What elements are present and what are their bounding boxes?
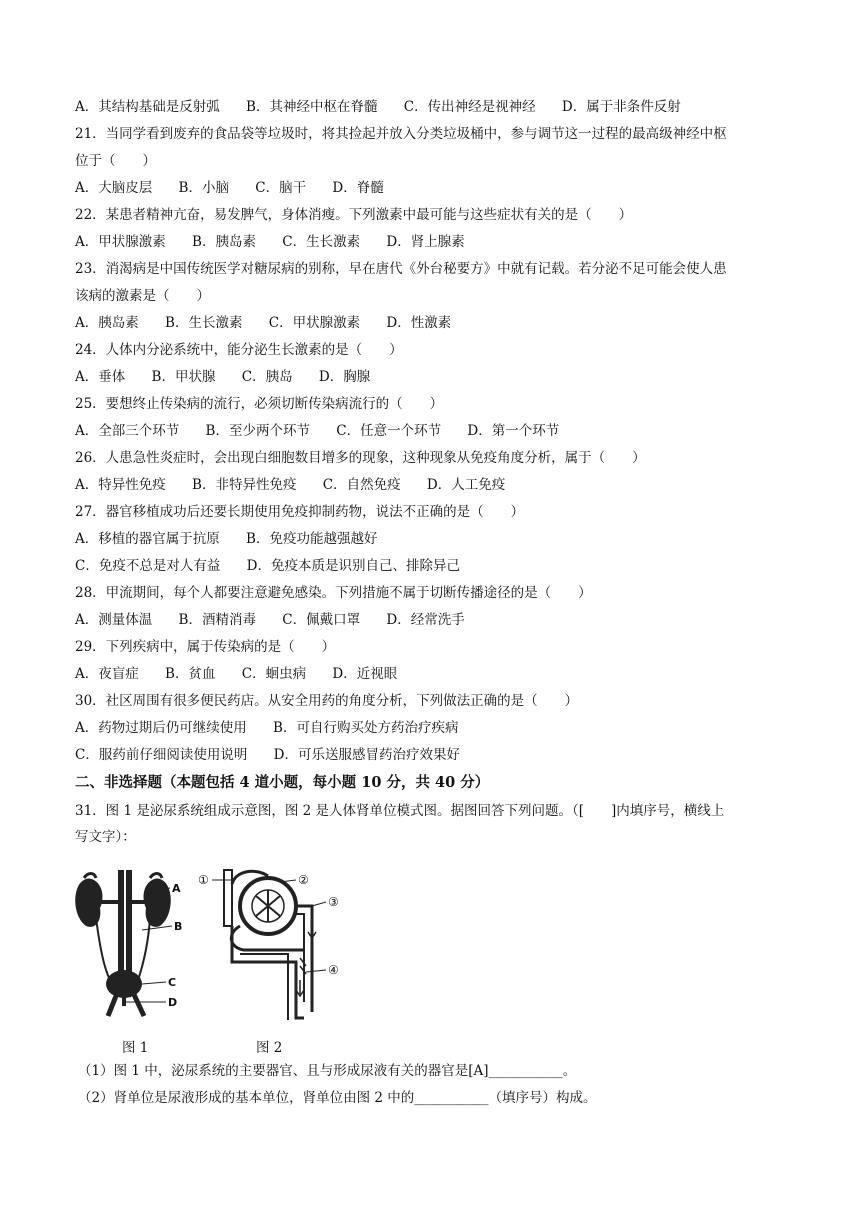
q24-option-b: B．甲状腺 [151,369,216,385]
figure-1-caption: 图 1 [122,1040,149,1056]
q26-option-c: C．自然免疫 [322,477,401,493]
q25-option-a: A．全部三个环节 [75,423,180,439]
fig1-label-a: A [172,882,181,895]
q26-stem: 26．人患急性炎症时，会出现白细胞数目增多的现象，这种现象从免疫角度分析，属于（ ） [75,450,646,466]
figure-2-nephron [196,862,346,1024]
q21-stem-line2: 位于（ ） [75,153,156,169]
q25-stem: 25．要想终止传染病的流行，必须切断传染病流行的（ ） [75,396,444,412]
q20-option-c: C．传出神经是视神经 [403,99,536,115]
fig2-label-3: ③ [328,895,339,909]
fig1-label-d: D [168,996,178,1009]
q23-option-c: C．甲状腺激素 [268,315,361,331]
q23-option-b: B．生长激素 [165,315,243,331]
q24-stem: 24．人体内分泌系统中，能分泌生长激素的是（ ） [75,342,403,358]
q30-options-row1 [75,717,800,739]
q30-option-a: A．药物过期后仍可继续使用 [75,720,247,736]
q23-stem-line2: 该病的激素是（ ） [75,288,210,304]
q27-option-c: C．免疫不总是对人有益 [75,558,221,574]
q29-option-d: D．近视眼 [332,666,398,682]
q22-stem: 22．某患者精神亢奋，易发脾气，身体消瘦。下列激素中最可能与这些症状有关的是（ ） [75,207,633,223]
q21-options [75,177,800,199]
q28-option-c: C．佩戴口罩 [282,612,361,628]
q20-option-d: D．属于非条件反射 [561,99,681,115]
q27-option-d: D．免疫本质是识别自己、排除异己 [246,558,460,574]
q30-options-row2 [75,744,800,766]
q27-options-row2 [75,555,800,577]
q28-options [75,609,800,631]
q26-options [75,474,800,496]
q25-option-b: B．至少两个环节 [205,423,310,439]
q22-option-a: A．甲状腺激素 [75,234,166,250]
q28-stem: 28．甲流期间，每个人都要注意避免感染。下列措施不属于切断传播途径的是（ ） [75,585,592,601]
q31-stem-line1: 31．图 1 是泌尿系统组成示意图，图 2 是人体肾单位模式图。据图回答下列问题。（[ ]内填序号，横线上 [75,803,725,819]
figure-1-urinary-system [70,868,200,1018]
q30-stem: 30．社区周围有很多便民药店。从安全用药的角度分析，下列做法正确的是（ ） [75,693,579,709]
q24-option-a: A．垂体 [75,369,126,385]
q30-option-c: C．服药前仔细阅读使用说明 [75,747,248,763]
q30-option-b: B．可自行购买处方药治疗疾病 [273,720,459,736]
q20-option-a: A．其结构基础是反射弧 [75,99,220,115]
fig2-label-2: ② [298,873,309,887]
q28-option-a: A．测量体温 [75,612,153,628]
fig1-label-c: C [168,976,177,989]
q20-options [75,96,800,118]
q29-option-c: C．蛔虫病 [241,666,307,682]
q22-option-b: B．胰岛素 [192,234,256,250]
q24-options [75,366,800,388]
q27-options-row1 [75,528,800,550]
q29-stem: 29．下列疾病中，属于传染病的是（ ） [75,639,336,655]
q24-option-d: D．胸腺 [318,369,371,385]
q26-option-b: B．非特异性免疫 [192,477,297,493]
q21-option-c: C．脑干 [255,180,307,196]
q27-stem: 27．器官移植成功后还要长期使用免疫抑制药物，说法不正确的是（ ） [75,504,525,520]
q21-option-a: A．大脑皮层 [75,180,153,196]
q28-option-b: B．酒精消毒 [178,612,256,628]
q23-option-d: D．性激素 [386,315,452,331]
q31-sub2: （2）肾单位是尿液形成的基本单位，肾单位由图 2 中的___________（填序号）构成。 [78,1090,597,1106]
section-2-title: 二、非选择题（本题包括 4 道小题，每小题 10 分，共 40 分） [75,774,490,791]
q27-option-b: B．免疫功能越强越好 [246,531,378,547]
q22-option-d: D．肾上腺素 [386,234,465,250]
q29-option-b: B．贫血 [165,666,216,682]
q30-option-d: D．可乐送服感冒药治疗效果好 [273,747,460,763]
q25-option-d: D．第一个环节 [467,423,560,439]
figure-2-caption: 图 2 [256,1040,283,1056]
q26-option-d: D．人工免疫 [426,477,506,493]
q21-option-d: D．脊髓 [332,180,384,196]
q29-option-a: A．夜盲症 [75,666,139,682]
q21-option-b: B．小脑 [178,180,229,196]
q22-option-c: C．生长激素 [282,234,361,250]
q31-stem-line2: 写文字）： [75,829,136,845]
q23-options [75,312,800,334]
q29-options [75,663,800,685]
q26-option-a: A．特异性免疫 [75,477,166,493]
q23-option-a: A．胰岛素 [75,315,139,331]
fig2-label-1: ① [198,873,209,887]
q20-option-b: B．其神经中枢在脊髓 [246,99,378,115]
q25-options [75,420,800,442]
q22-options [75,231,800,253]
q21-stem-line1: 21．当同学看到废弃的食品袋等垃圾时，将其捡起并放入分类垃圾桶中，参与调节这一过程的最高级神经中枢 [75,126,727,142]
q24-option-c: C．胰岛 [241,369,293,385]
q25-option-c: C．任意一个环节 [336,423,442,439]
q27-option-a: A．移植的器官属于抗原 [75,531,220,547]
fig2-label-4: ④ [328,963,339,977]
q23-stem-line1: 23．消渴病是中国传统医学对糖尿病的别称，早在唐代《外台秘要方》中就有记载。若分泌不足可能会使人患 [75,261,727,277]
fig1-label-b: B [174,920,183,933]
q28-option-d: D．经常洗手 [386,612,465,628]
q31-sub1: （1）图 1 中，泌尿系统的主要器官、且与形成尿液有关的器官是[A]___________。 [78,1063,577,1079]
